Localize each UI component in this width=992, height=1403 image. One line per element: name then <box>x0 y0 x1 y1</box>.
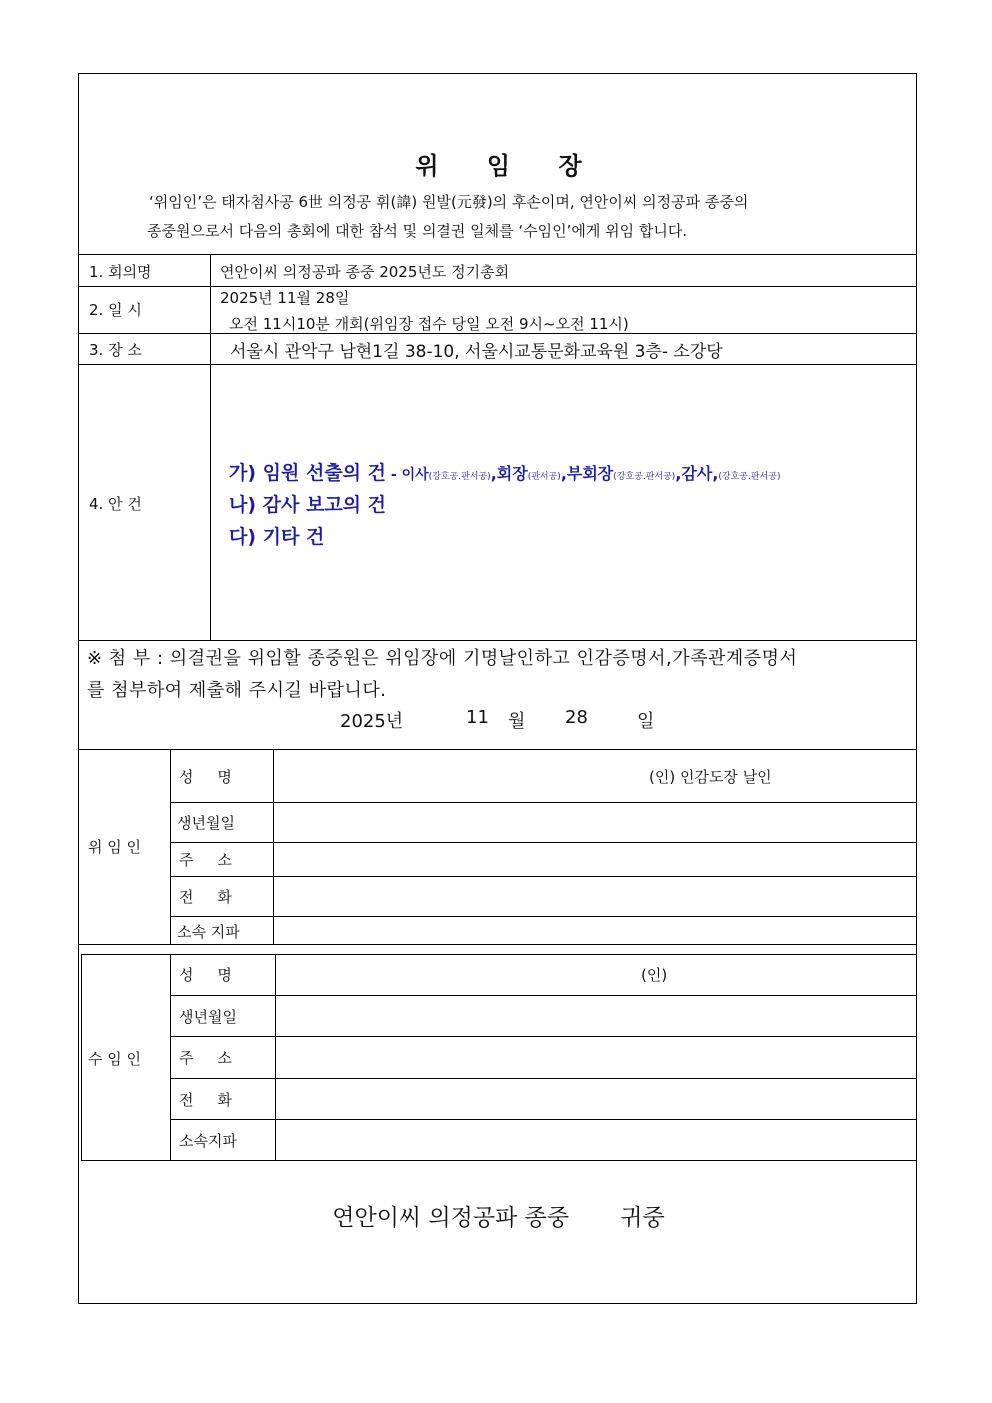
intro-line-2: 종중원으로서 다음의 총회에 대한 참석 및 의결권 일체를 ‘수임인’에게 위임 합니다. <box>147 222 688 240</box>
agenda-role-director: 이사 <box>401 467 429 483</box>
page-title: 위 임 장 <box>415 152 602 180</box>
date-year: 2025년 <box>340 711 404 732</box>
agenda-role-director-note: (강호공.판서공) <box>428 472 491 482</box>
grantee-birth-label: 생년월일 <box>179 1008 237 1026</box>
agenda-role-vice-chair: ,부회장 <box>560 464 614 483</box>
meeting-value: 연안이씨 의정공파 종중 2025년도 정기총회 <box>220 263 510 281</box>
place-label: 3. 장 소 <box>89 341 142 359</box>
attachment-note-line-2: 를 첨부하여 제출해 주시길 바랍니다. <box>87 680 387 701</box>
date-day: 28 <box>565 707 588 728</box>
agenda-item-1-main: 가) 임원 선출의 건 <box>229 462 387 484</box>
agenda-item-3: 다) 기타 건 <box>229 526 325 548</box>
grantee-phone-label: 전 화 <box>179 1091 232 1109</box>
grantor-branch-label: 소속 지파 <box>177 923 240 941</box>
grantor-section-label: 위 임 인 <box>88 838 142 856</box>
grantor-name-stamp: (인) 인감도장 날인 <box>649 768 772 786</box>
proxy-form <box>78 73 917 1304</box>
agenda-item-1-dash: - <box>386 467 402 483</box>
footer-recipient: 연안이씨 의정공파 종중 귀중 <box>332 1205 665 1231</box>
meeting-label: 1. 회의명 <box>89 263 152 281</box>
grantee-address-label: 주 소 <box>179 1049 232 1067</box>
datetime-value-time: 오전 11시10분 개회(위임장 접수 당일 오전 9시~오전 11시) <box>229 315 629 333</box>
grantee-branch-label: 소속지파 <box>179 1132 237 1150</box>
agenda-role-auditor-note: (강호공.판서공) <box>718 472 781 482</box>
attachment-note-line-1: ※ 첨 부 : 의결권을 위임할 종중원은 위임장에 기명날인하고 인감증명서,가족관계증명서 <box>87 648 798 669</box>
date-day-unit: 일 <box>637 711 655 732</box>
agenda-item-1 <box>229 458 780 485</box>
datetime-label: 2. 일 시 <box>89 301 142 319</box>
datetime-value-date: 2025년 11월 28일 <box>220 289 350 307</box>
grantor-phone-label: 전 화 <box>179 888 232 906</box>
grantee-name-stamp: (인) <box>641 966 668 984</box>
grantor-birth-label: 생년월일 <box>177 814 235 832</box>
agenda-role-auditor: ,감사, <box>675 464 719 483</box>
grantor-address-label: 주 소 <box>179 851 232 869</box>
grantor-name-label: 성 명 <box>179 768 232 786</box>
place-value: 서울시 관악구 남현1길 38-10, 서울시교통문화교육원 3층- 소강당 <box>230 342 723 362</box>
grantee-section-label: 수 임 인 <box>88 1050 142 1068</box>
date-month-unit: 월 <box>508 711 526 732</box>
agenda-role-chair: ,회장 <box>490 464 528 483</box>
agenda-label: 4. 안 건 <box>89 495 142 513</box>
agenda-item-2: 나) 감사 보고의 건 <box>229 494 387 516</box>
grantee-name-label: 성 명 <box>179 966 232 984</box>
intro-line-1: ‘위임인’은 태자첨사공 6世 의정공 휘(諱) 원발(元發)의 후손이며, 연안이씨 의정공파 종중의 <box>149 193 749 211</box>
agenda-role-vice-chair-note: (강호공.판서공) <box>613 472 676 482</box>
agenda-role-chair-note: (판서공) <box>527 472 561 482</box>
date-month: 11 <box>466 707 489 728</box>
